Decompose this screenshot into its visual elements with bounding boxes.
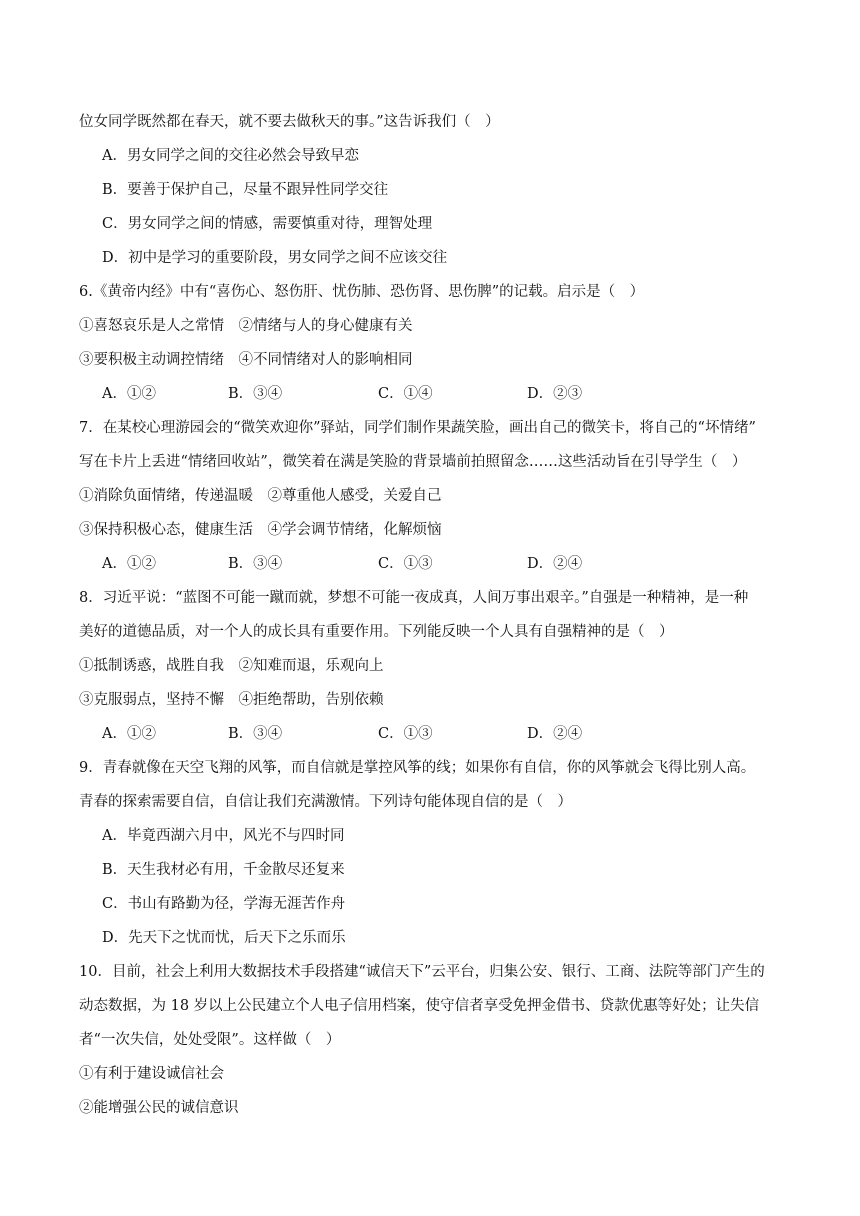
q10-stem-line-3: 者“一次失信，处处受限”。这样做（ ） — [79, 1032, 341, 1048]
q7-option-d: D．②④ — [527, 556, 583, 572]
q8-option-a: A．①② — [102, 726, 156, 742]
q9-option-a: A．毕竟西湖六月中，风光不与四时同 — [102, 828, 345, 844]
q5-option-c: C．男女同学之间的情感，需要慎重对待，理智处理 — [102, 216, 433, 232]
q9-option-d: D．先天下之忧而忧，后天下之乐而乐 — [102, 930, 346, 946]
q6-option-b: B．③④ — [228, 386, 283, 402]
q6-option-d: D．②③ — [527, 386, 583, 402]
q8-statement-line-1: ①抵制诱惑，战胜自我 ②知难而退，乐观向上 — [79, 658, 384, 674]
q5-stem-tail: 位女同学既然都在春天，就不要去做秋天的事。”这告诉我们（ ） — [79, 114, 500, 130]
q6-option-a: A．①② — [102, 386, 156, 402]
q8-option-d: D．②④ — [527, 726, 583, 742]
q7-stem-line-2: 写在卡片上丢进“情绪回收站”，微笑着在满是笑脸的背景墙前拍照留念……这些活动旨在引导学生（ ） — [79, 454, 747, 470]
q10-stem-line-2: 动态数据，为 18 岁以上公民建立个人电子信用档案，使守信者享受免押金借书、贷款优惠等好处；让失信 — [79, 998, 760, 1014]
q9-option-b: B．天生我材必有用，千金散尽还复来 — [102, 862, 345, 878]
q7-stem-line-1: 7．在某校心理游园会的“微笑欢迎你”驿站，同学们制作果蔬笑脸，画出自己的微笑卡，将自己的“坏情绪” — [79, 420, 756, 436]
q8-option-b: B．③④ — [228, 726, 283, 742]
q7-option-a: A．①② — [102, 556, 156, 572]
q8-stem-line-1: 8．习近平说：“蓝图不可能一蹴而就，梦想不可能一夜成真，人间万事出艰辛。”自强是一种精神，是一种 — [79, 590, 749, 606]
q9-stem-line-1: 9．青春就像在天空飞翔的风筝，而自信就是掌控风筝的线；如果你有自信，你的风筝就会飞得比别人高。 — [79, 760, 756, 776]
q6-stem: 6.《黄帝内经》中有“喜伤心、怒伤肝、忧伤肺、恐伤肾、思伤脾”的记载。启示是（ ） — [79, 284, 645, 300]
q7-statement-line-1: ①消除负面情绪，传递温暖 ②尊重他人感受，关爱自己 — [79, 488, 442, 504]
q6-option-c: C．①④ — [378, 386, 433, 402]
q9-option-c: C．书山有路勤为径，学海无涯苦作舟 — [102, 896, 346, 912]
q8-statement-line-2: ③克服弱点，坚持不懈 ④拒绝帮助，告别依赖 — [79, 692, 384, 708]
q10-statement-2: ②能增强公民的诚信意识 — [79, 1100, 239, 1116]
q7-option-c: C．①③ — [378, 556, 433, 572]
q10-statement-1: ①有利于建设诚信社会 — [79, 1066, 224, 1082]
q8-option-c: C．①③ — [378, 726, 433, 742]
q5-option-b: B．要善于保护自己，尽量不跟异性同学交往 — [102, 182, 389, 198]
q10-stem-line-1: 10．目前，社会上利用大数据技术手段搭建“诚信天下”云平台，归集公安、银行、工商、法院等部门产生的 — [79, 964, 765, 980]
q7-statement-line-2: ③保持积极心态，健康生活 ④学会调节情绪，化解烦恼 — [79, 522, 442, 538]
q9-stem-line-2: 青春的探索需要自信，自信让我们充满激情。下列诗句能体现自信的是（ ） — [79, 794, 572, 810]
q5-option-a: A．男女同学之间的交往必然会导致早恋 — [102, 148, 359, 164]
q6-statement-line-2: ③要积极主动调控情绪 ④不同情绪对人的影响相同 — [79, 352, 413, 368]
q8-stem-line-2: 美好的道德品质，对一个人的成长具有重要作用。下列能反映一个人具有自强精神的是（ ） — [79, 624, 674, 640]
q5-option-d: D．初中是学习的重要阶段，男女同学之间不应该交往 — [102, 250, 448, 266]
q7-option-b: B．③④ — [228, 556, 283, 572]
q6-statement-line-1: ①喜怒哀乐是人之常情 ②情绪与人的身心健康有关 — [79, 318, 413, 334]
